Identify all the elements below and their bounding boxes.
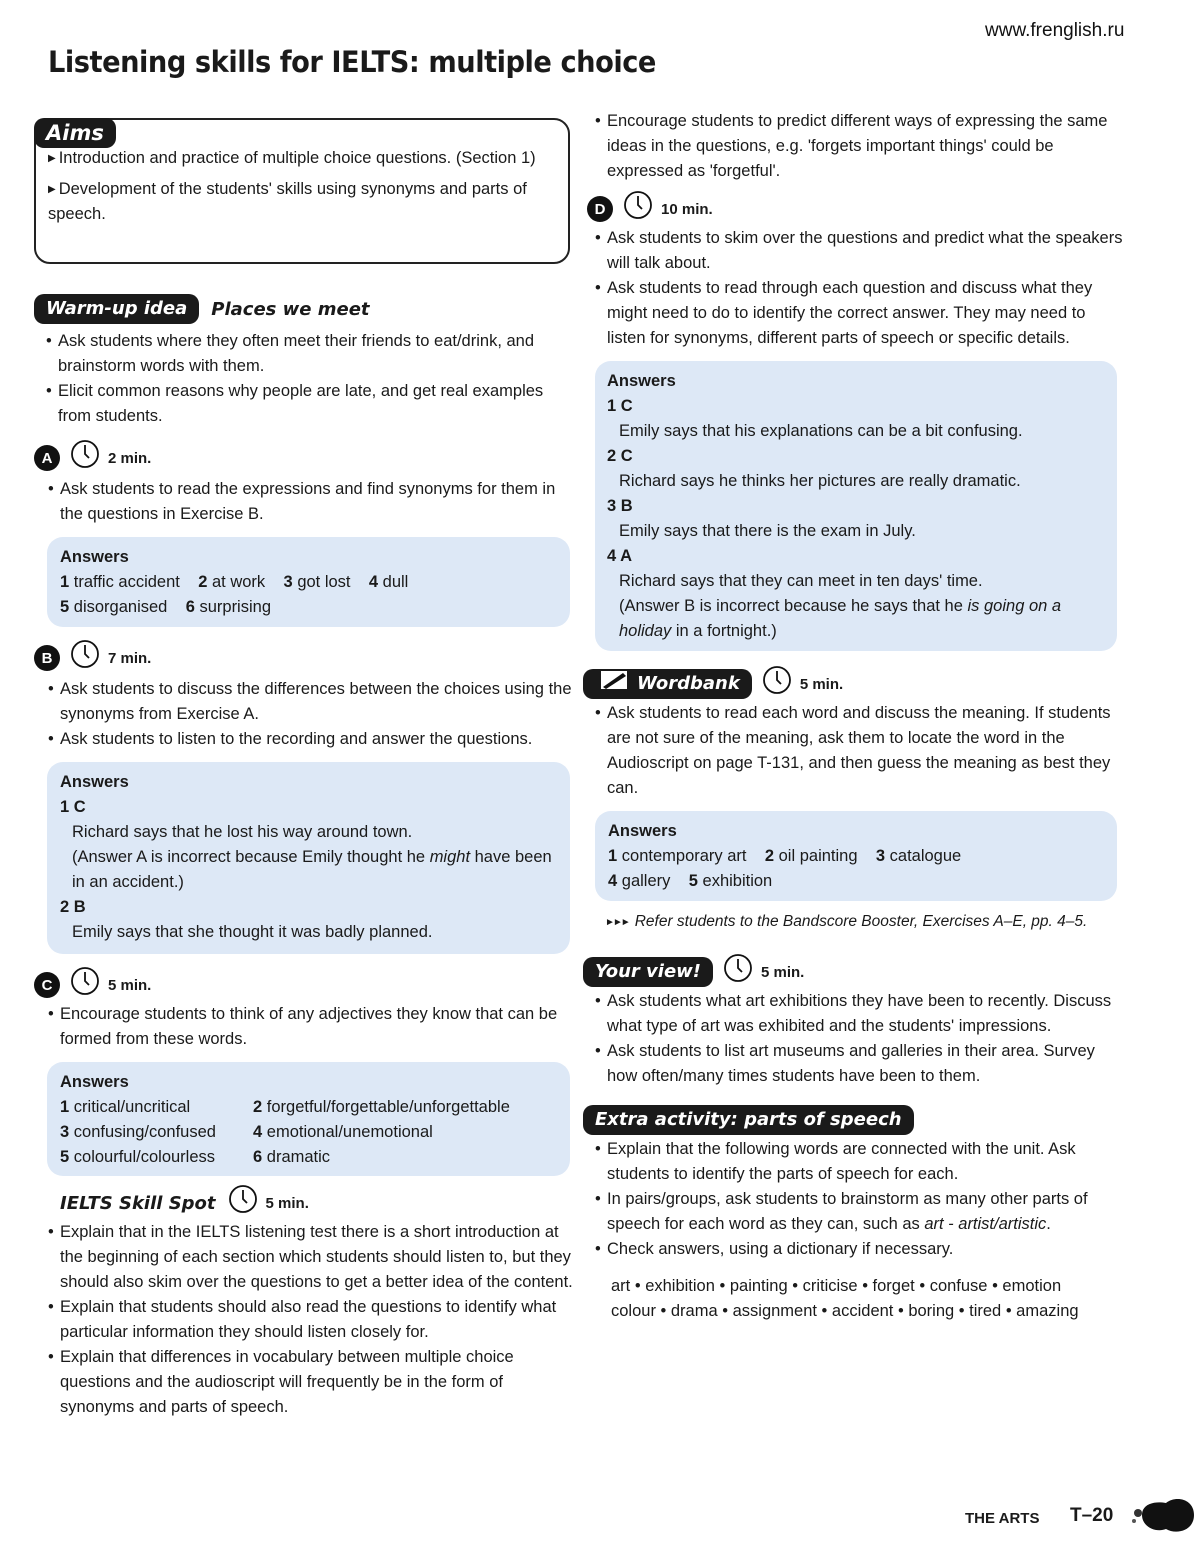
answer-text: Emily says that his explanations can be a bit confusing. bbox=[619, 422, 1023, 440]
triangle-bullet-icon: ▶ bbox=[48, 184, 56, 195]
answers-row: 5 disorganised 6 surprising bbox=[60, 598, 271, 616]
list-item: • Explain that in the IELTS listening test there is a short introduction at the beginning of each section which students should listen to, but they should also skim over the questions to get a better idea of the content. bbox=[48, 1220, 574, 1295]
answer-note: (Answer B is incorrect because he says that he is going on a holiday in a fortnight.) bbox=[619, 597, 1062, 640]
section-a bbox=[34, 443, 574, 627]
section-time: 5 min. bbox=[761, 963, 805, 981]
aims-section bbox=[34, 118, 570, 264]
list-item: • Check answers, using a dictionary if necessary. bbox=[595, 1237, 1123, 1262]
skill-spot-bullets bbox=[34, 1220, 574, 1420]
answer-item: 5 colourful/colourless bbox=[60, 1148, 216, 1166]
answer-item: 3 confusing/confused bbox=[60, 1123, 216, 1141]
page-title: Listening skills for IELTS: multiple choice bbox=[48, 45, 656, 79]
list-item: • Encourage students to think of any adjectives they know that can be formed from these words. bbox=[48, 1002, 574, 1052]
section-d-answers bbox=[595, 361, 1117, 651]
right-column bbox=[583, 109, 1123, 1324]
clock-icon bbox=[70, 639, 100, 677]
section-d-header bbox=[583, 194, 1123, 224]
word-list-line: colour • drama • assignment • accident • boring • tired • amazing bbox=[611, 1302, 1079, 1320]
word-list bbox=[583, 1274, 1123, 1324]
page-number: T–20 bbox=[1070, 1505, 1114, 1526]
section-b-header bbox=[34, 643, 574, 673]
answer-number: 3 B bbox=[607, 497, 633, 515]
section-c bbox=[34, 970, 574, 1176]
section-a-header bbox=[34, 443, 574, 473]
answer-item: 1 critical/uncritical bbox=[60, 1098, 191, 1116]
arrows-icon: ►►► bbox=[605, 917, 629, 928]
answer-number: 2 C bbox=[607, 447, 633, 465]
answer-item: 6 dramatic bbox=[253, 1148, 331, 1166]
wordbank-bullets bbox=[583, 701, 1123, 801]
wordbank-header bbox=[583, 669, 1123, 699]
answers-heading: Answers bbox=[608, 822, 677, 840]
answers-heading: Answers bbox=[60, 1073, 129, 1091]
list-item: • Explain that the following words are connected with the unit. Ask students to identify the parts of speech for each. bbox=[595, 1137, 1123, 1187]
clock-icon bbox=[70, 966, 100, 1004]
answers-grid bbox=[60, 1095, 556, 1170]
warmup-subtitle: Places we meet bbox=[211, 298, 370, 320]
wordbank-label: Wordbank bbox=[583, 669, 752, 699]
list-item: • Elicit common reasons why people are late, and get real examples from students. bbox=[46, 379, 574, 429]
section-c-answers bbox=[47, 1062, 570, 1176]
list-item: • Explain that differences in vocabulary between multiple choice questions and the audioscript will frequently be in the form of synonyms and parts of speech. bbox=[48, 1345, 574, 1420]
section-time: 10 min. bbox=[661, 200, 713, 218]
answer-text: Richard says that they can meet in ten days' time. bbox=[619, 572, 983, 590]
answers-row: 1 traffic accident 2 at work 3 got lost 4 dull bbox=[60, 573, 409, 591]
section-b bbox=[34, 643, 574, 954]
answer-text: Richard says he thinks her pictures are really dramatic. bbox=[619, 472, 1021, 490]
section-c-bullets bbox=[34, 1002, 574, 1052]
word-list-line: art • exhibition • painting • criticise • forget • confuse • emotion bbox=[611, 1277, 1062, 1295]
section-d-bullets bbox=[583, 226, 1123, 351]
right-top-bullets bbox=[583, 109, 1123, 184]
skill-spot-section bbox=[34, 1188, 574, 1420]
your-view-header bbox=[583, 957, 1123, 987]
section-a-bullets bbox=[34, 477, 574, 527]
warmup-label: Warm-up idea bbox=[34, 294, 199, 324]
list-item: • Encourage students to predict different ways of expressing the same ideas in the questions, e.g. 'forgets important things' could be expressed as 'forgetful'. bbox=[595, 109, 1123, 184]
list-item: • Ask students to skim over the questions and predict what the speakers will talk about. bbox=[595, 226, 1123, 276]
extra-activity-header bbox=[583, 1105, 1123, 1135]
answer-item: 2 forgetful/forgettable/unforgettable bbox=[253, 1098, 510, 1116]
list-item: • Explain that students should also read the questions to identify what particular information they should listen closely for. bbox=[48, 1295, 574, 1345]
list-item: • Ask students where they often meet their friends to eat/drink, and brainstorm words with them. bbox=[46, 329, 574, 379]
list-item: • In pairs/groups, ask students to brainstorm as many other parts of speech for each word as they can, such as art - artist/artistic. bbox=[595, 1187, 1123, 1237]
wordbank-answers bbox=[595, 811, 1117, 901]
warmup-bullets bbox=[34, 329, 574, 429]
left-column bbox=[34, 103, 574, 1420]
extra-activity-label: Extra activity: parts of speech bbox=[583, 1105, 914, 1135]
answers-heading: Answers bbox=[60, 773, 129, 791]
pencil-icon bbox=[601, 669, 627, 699]
list-item: • Ask students to listen to the recording and answer the questions. bbox=[48, 727, 574, 752]
list-item: • Ask students what art exhibitions they have been to recently. Discuss what type of art was exhibited and the students' impressions. bbox=[595, 989, 1123, 1039]
aims-item: ▶ Introduction and practice of multiple choice questions. (Section 1) bbox=[48, 146, 552, 171]
answer-text: Richard says that he lost his way around town. bbox=[72, 823, 413, 841]
section-time: 7 min. bbox=[108, 649, 152, 667]
clock-icon bbox=[623, 190, 653, 228]
aims-item: ▶ Development of the students' skills using synonyms and parts of speech. bbox=[48, 177, 552, 227]
clock-icon bbox=[762, 665, 792, 703]
answers-row: 1 contemporary art 2 oil painting 3 catalogue bbox=[608, 847, 962, 865]
section-a-answers bbox=[47, 537, 570, 627]
wordbank-section bbox=[583, 669, 1123, 935]
section-time: 5 min. bbox=[265, 1194, 309, 1212]
section-letter: A bbox=[34, 445, 60, 471]
skill-spot-label: IELTS Skill Spot bbox=[60, 1192, 216, 1214]
clock-icon bbox=[723, 953, 753, 991]
extra-activity-bullets bbox=[583, 1137, 1123, 1262]
bandscore-reference: ►►► Refer students to the Bandscore Booster, Exercises A–E, pp. 4–5. bbox=[605, 913, 1088, 930]
answer-number: 1 C bbox=[607, 397, 633, 415]
list-item: • Ask students to list art museums and galleries in their area. Survey how often/many times students have been to them. bbox=[595, 1039, 1123, 1089]
section-letter: B bbox=[34, 645, 60, 671]
list-item: • Ask students to read the expressions and find synonyms for them in the questions in Exercise B. bbox=[48, 477, 574, 527]
answer-text: Emily says that there is the exam in July. bbox=[619, 522, 916, 540]
answer-number: 4 A bbox=[607, 547, 633, 565]
section-time: 5 min. bbox=[799, 675, 844, 693]
section-c-header bbox=[34, 970, 574, 1000]
answers-heading: Answers bbox=[607, 372, 676, 390]
your-view-bullets bbox=[583, 989, 1123, 1089]
answer-item: 4 emotional/unemotional bbox=[253, 1123, 433, 1141]
answers-heading: Answers bbox=[60, 548, 129, 566]
section-d bbox=[583, 194, 1123, 651]
clock-icon bbox=[228, 1184, 258, 1222]
answer-number: 1 C bbox=[60, 798, 86, 816]
section-time: 2 min. bbox=[108, 449, 152, 467]
section-b-answers bbox=[47, 762, 570, 954]
list-item: • Ask students to read each word and discuss the meaning. If students are not sure of the meaning, ask them to locate the word in the Audioscript on page T-131, and then guess the meaning as best they can. bbox=[595, 701, 1123, 801]
page-tab-blob bbox=[1132, 1493, 1196, 1545]
your-view-section bbox=[583, 957, 1123, 1089]
answer-text: Emily says that she thought it was badly planned. bbox=[72, 923, 433, 941]
list-item: • Ask students to discuss the differences between the choices using the synonyms from Exercise A. bbox=[48, 677, 574, 727]
footer-topic: THE ARTS bbox=[965, 1510, 1040, 1527]
list-item: • Ask students to read through each question and discuss what they might need to do to identify the correct answer. They may need to listen for synonyms, different parts of speech or specific details. bbox=[595, 276, 1123, 351]
answers-row: 4 gallery 5 exhibition bbox=[608, 872, 773, 890]
warmup-section bbox=[34, 294, 574, 429]
watermark: www.frenglish.ru bbox=[985, 20, 1125, 41]
clock-icon bbox=[70, 439, 100, 477]
extra-activity-section bbox=[583, 1105, 1123, 1324]
your-view-label: Your view! bbox=[583, 957, 713, 987]
section-letter: D bbox=[587, 196, 613, 222]
answer-number: 2 B bbox=[60, 898, 86, 916]
warmup-header bbox=[34, 294, 574, 324]
answer-note: (Answer A is incorrect because Emily thought he might have been in an accident.) bbox=[72, 848, 552, 891]
section-b-bullets bbox=[34, 677, 574, 752]
skill-spot-header bbox=[34, 1188, 574, 1218]
triangle-bullet-icon: ▶ bbox=[48, 153, 56, 164]
aims-label: Aims bbox=[34, 118, 116, 148]
section-time: 5 min. bbox=[108, 976, 152, 994]
section-letter: C bbox=[34, 972, 60, 998]
